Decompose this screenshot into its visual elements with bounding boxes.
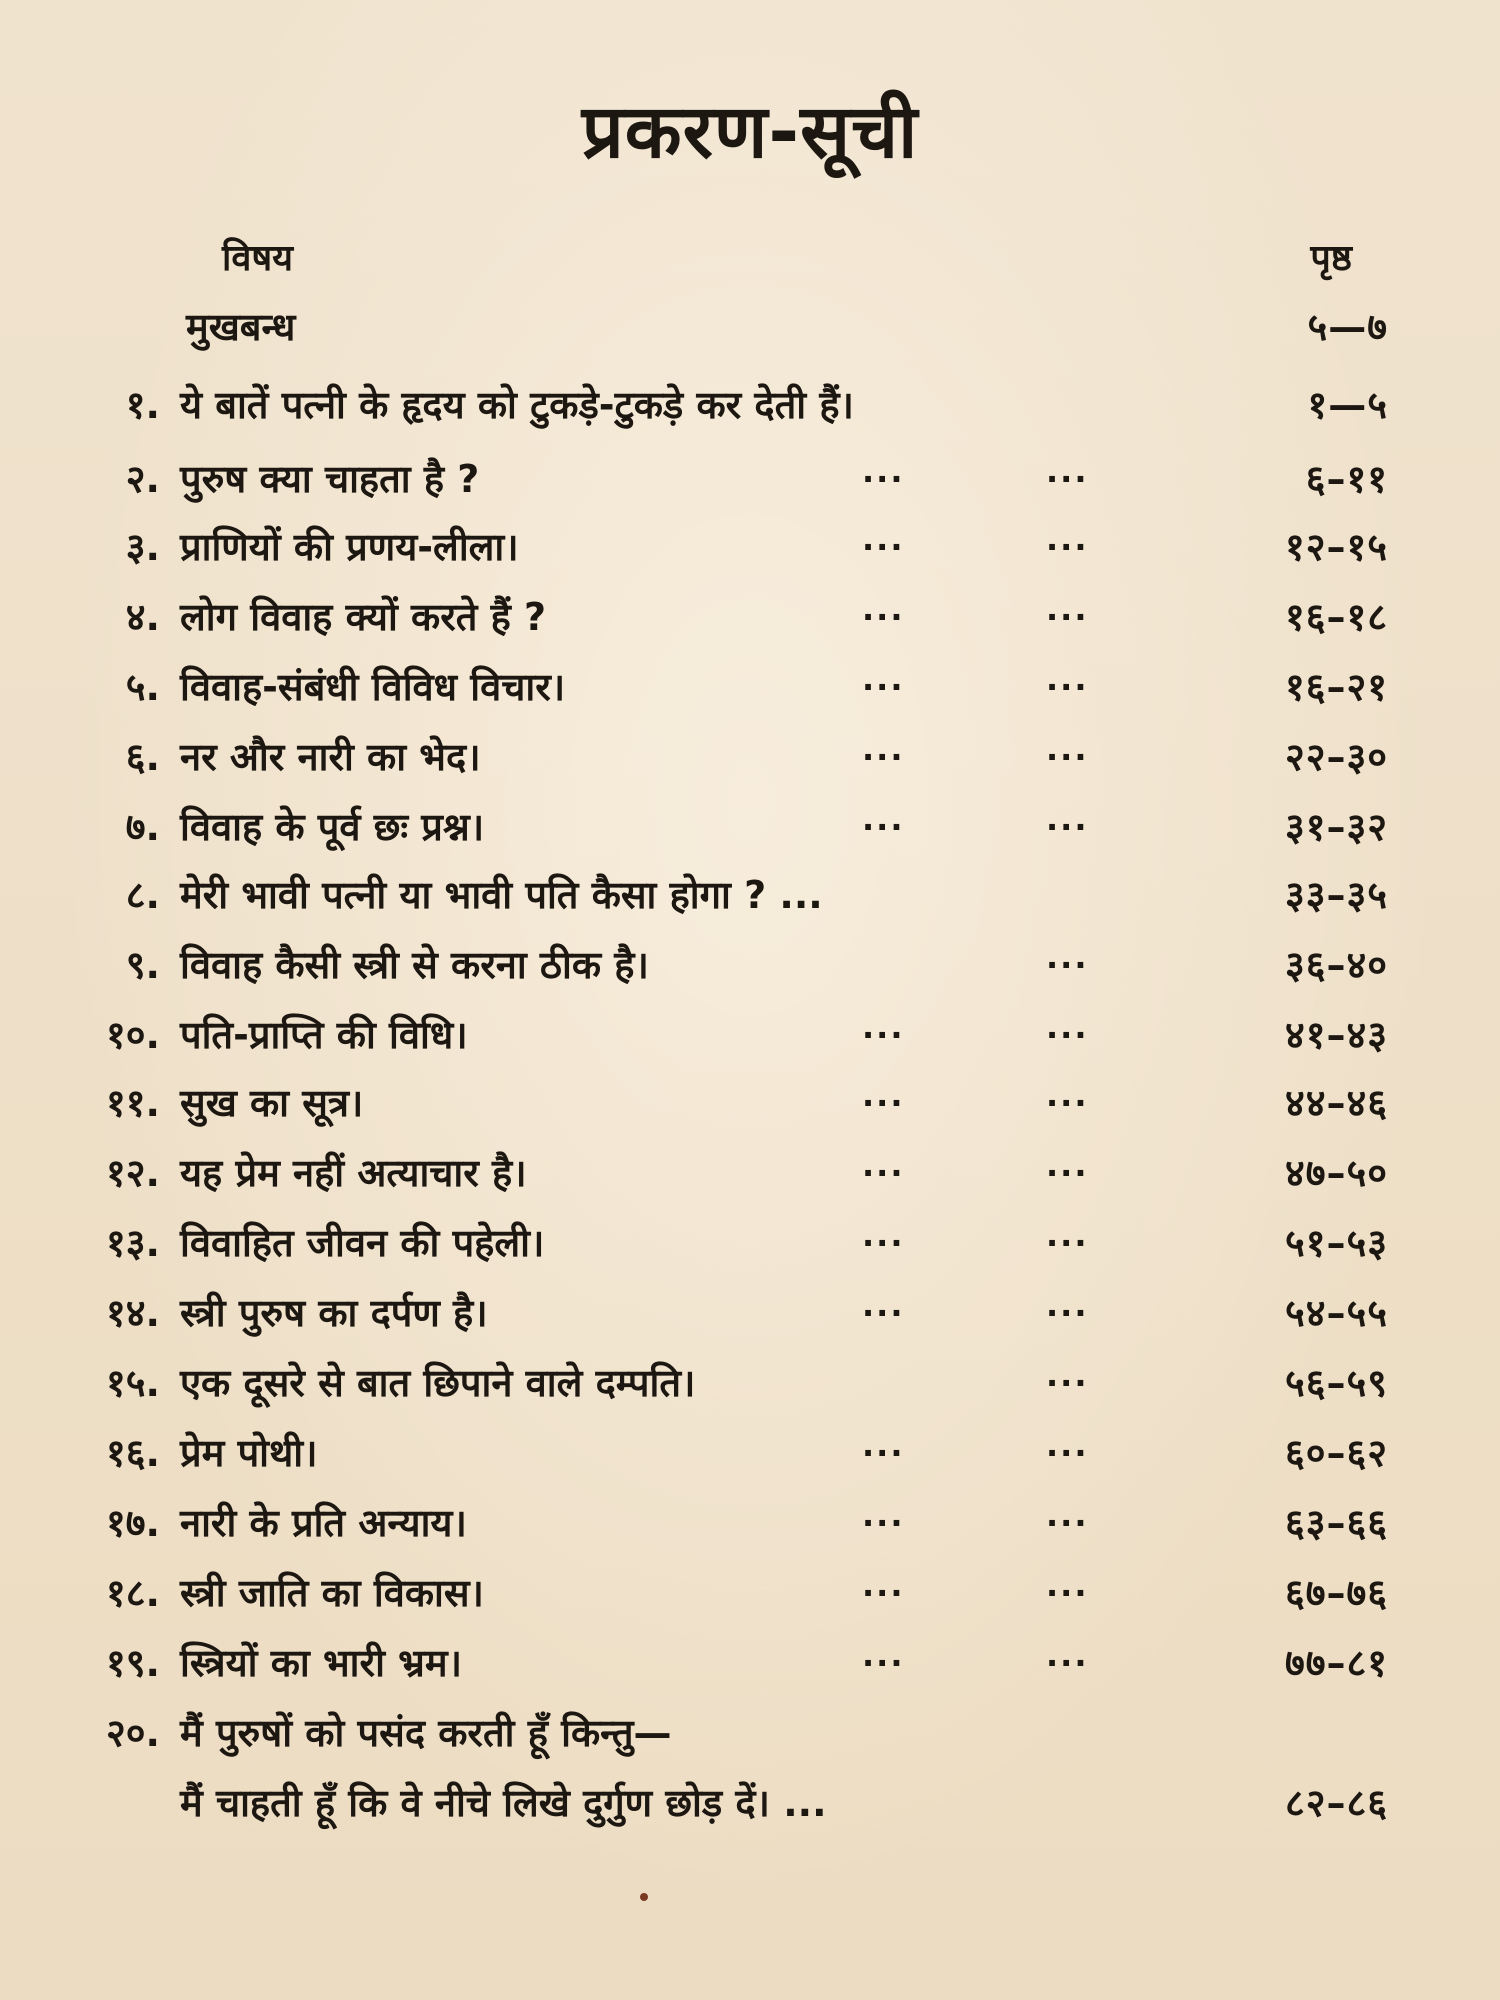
entry-number: ९. xyxy=(125,943,160,987)
leader-dots: ... xyxy=(1046,1496,1089,1534)
entry-topic: स्त्री जाति का विकास। xyxy=(180,1571,484,1615)
leader-dots: ... xyxy=(862,730,905,768)
leader-dots: ... xyxy=(1046,1636,1089,1674)
toc-entry xyxy=(0,1496,1500,1556)
entry-topic: स्त्री पुरुष का दर्पण है। xyxy=(180,1291,488,1335)
entry-number: १७. xyxy=(106,1501,160,1545)
entry-topic: मुखबन्ध xyxy=(186,305,296,349)
leader-dots: ... xyxy=(862,590,905,628)
leader-dots: ... xyxy=(1046,1146,1089,1184)
toc-entry xyxy=(0,800,1500,860)
entry-topic: नर और नारी का भेद। xyxy=(180,735,481,779)
toc-entry xyxy=(0,378,1500,438)
entry-pages: ३६–४० xyxy=(1284,943,1388,987)
entry-number: ७. xyxy=(125,805,160,849)
entry-number: १५. xyxy=(106,1361,160,1405)
entry-pages: ३१–३२ xyxy=(1284,805,1388,849)
leader-dots: ... xyxy=(1046,590,1089,628)
leader-dots: ... xyxy=(1046,1216,1089,1254)
toc-entry xyxy=(0,1008,1500,1068)
leader-dots: ... xyxy=(1046,660,1089,698)
entry-pages: ६–११ xyxy=(1305,457,1388,501)
entry-number: १६. xyxy=(106,1431,160,1475)
leader-dots: ... xyxy=(862,800,905,838)
toc-entry xyxy=(0,938,1500,998)
leader-dots: ... xyxy=(862,1496,905,1534)
entry-pages: ६३–६६ xyxy=(1284,1501,1388,1545)
entry-topic: विवाह के पूर्व छः प्रश्न। xyxy=(180,805,485,849)
entry-topic: विवाहित जीवन की पहेली। xyxy=(180,1221,545,1265)
entry-topic: एक दूसरे से बात छिपाने वाले दम्पति। xyxy=(180,1361,696,1405)
leader-dots: ... xyxy=(862,1076,905,1114)
entry-pages: ७७–८१ xyxy=(1284,1641,1388,1685)
leader-dots: ... xyxy=(862,520,905,558)
entry-pages: २२–३० xyxy=(1284,735,1388,779)
leader-dots: ... xyxy=(862,452,905,490)
entry-pages: ८२–८६ xyxy=(1284,1781,1388,1825)
entry-number: २०. xyxy=(106,1711,160,1755)
entry-pages: ५—७ xyxy=(1307,305,1388,349)
toc-entry xyxy=(0,1146,1500,1206)
leader-dots: ... xyxy=(1046,938,1089,976)
entry-topic: पुरुष क्या चाहता है ? xyxy=(180,457,480,501)
toc-entry xyxy=(0,1636,1500,1696)
toc-entry xyxy=(0,1216,1500,1276)
entry-topic: प्रेम पोथी। xyxy=(180,1431,318,1475)
entry-pages: ३३–३५ xyxy=(1284,873,1388,917)
entry-topic: मैं पुरुषों को पसंद करती हूँ किन्तु— xyxy=(180,1711,672,1755)
entry-number: १. xyxy=(125,383,160,427)
leader-dots: ... xyxy=(1046,1008,1089,1046)
toc-entry xyxy=(0,868,1500,928)
entry-pages: १—५ xyxy=(1307,383,1388,427)
toc-entry xyxy=(0,1076,1500,1136)
entry-number: १०. xyxy=(106,1013,160,1057)
leader-dots: ... xyxy=(1046,730,1089,768)
leader-dots: ... xyxy=(1046,1566,1089,1604)
entry-pages: ६०–६२ xyxy=(1284,1431,1388,1475)
entry-pages: ५४–५५ xyxy=(1284,1291,1388,1335)
toc-entry xyxy=(0,1286,1500,1346)
toc-entry xyxy=(0,590,1500,650)
entry-topic: सुख का सूत्र। xyxy=(180,1081,364,1125)
entry-topic: मेरी भावी पत्नी या भावी पति कैसा होगा ? ... xyxy=(180,873,823,917)
leader-dots: ... xyxy=(862,660,905,698)
entry-topic: प्राणियों की प्रणय-लीला। xyxy=(180,525,519,569)
leader-dots: ... xyxy=(862,1286,905,1324)
entry-pages: ५६–५९ xyxy=(1284,1361,1388,1405)
ink-speck xyxy=(640,1893,648,1901)
toc-entry xyxy=(0,1566,1500,1626)
entry-topic: लोग विवाह क्यों करते हैं ? xyxy=(180,595,547,639)
leader-dots: ... xyxy=(862,1146,905,1184)
leader-dots: ... xyxy=(1046,1286,1089,1324)
entry-topic: स्त्रियों का भारी भ्रम। xyxy=(180,1641,462,1685)
entry-pages: ४१–४३ xyxy=(1284,1013,1388,1057)
leader-dots: ... xyxy=(1046,452,1089,490)
entry-pages: १६–१८ xyxy=(1284,595,1388,639)
leader-dots: ... xyxy=(1046,800,1089,838)
entry-number: १३. xyxy=(106,1221,160,1265)
entry-topic: विवाह-संबंधी विविध विचार। xyxy=(180,665,566,709)
entry-number: ११. xyxy=(106,1081,160,1125)
toc-entry xyxy=(0,660,1500,720)
entry-topic: यह प्रेम नहीं अत्याचार है। xyxy=(180,1151,527,1195)
leader-dots: ... xyxy=(862,1426,905,1464)
entry-topic: पति-प्राप्ति की विधि। xyxy=(180,1013,468,1057)
entry-number: १२. xyxy=(106,1151,160,1195)
toc-entry xyxy=(0,730,1500,790)
entry-topic: नारी के प्रति अन्याय। xyxy=(180,1501,467,1545)
entry-topic: विवाह कैसी स्त्री से करना ठीक है। xyxy=(180,943,649,987)
entry-number: २. xyxy=(125,457,160,501)
leader-dots: ... xyxy=(862,1008,905,1046)
entry-pages: ४४–४६ xyxy=(1284,1081,1388,1125)
toc-entry xyxy=(0,1706,1500,1766)
toc-entry xyxy=(0,452,1500,512)
entry-pages: ६७–७६ xyxy=(1284,1571,1388,1615)
subject-column-header: विषय xyxy=(222,238,294,279)
toc-entry xyxy=(0,300,1500,360)
entry-topic: मैं चाहती हूँ कि वे नीचे लिखे दुर्गुण छोड़ दें। ... xyxy=(180,1781,827,1825)
leader-dots: ... xyxy=(1046,1356,1089,1394)
entry-number: १८. xyxy=(106,1571,160,1615)
entry-number: ३. xyxy=(125,525,160,569)
leader-dots: ... xyxy=(1046,520,1089,558)
toc-entry xyxy=(0,1356,1500,1416)
page-title: प्रकरण-सूची xyxy=(581,89,919,175)
entry-number: ५. xyxy=(125,665,160,709)
entry-number: १४. xyxy=(106,1291,160,1335)
toc-entry xyxy=(0,520,1500,580)
entry-number: ४. xyxy=(125,595,160,639)
entry-pages: ४७–५० xyxy=(1284,1151,1388,1195)
entry-topic: ये बातें पत्नी के हृदय को टुकड़े-टुकड़े कर देती हैं। xyxy=(180,383,854,427)
leader-dots: ... xyxy=(862,1636,905,1674)
toc-entry xyxy=(0,1426,1500,1486)
entry-pages: १६–२१ xyxy=(1284,665,1388,709)
entry-pages: १२–१५ xyxy=(1284,525,1388,569)
toc-entry xyxy=(0,1776,1500,1836)
leader-dots: ... xyxy=(1046,1426,1089,1464)
leader-dots: ... xyxy=(1046,1076,1089,1114)
entry-pages: ५१–५३ xyxy=(1284,1221,1388,1265)
leader-dots: ... xyxy=(862,1566,905,1604)
page-column-header: पृष्ठ xyxy=(1310,238,1352,279)
leader-dots: ... xyxy=(862,1216,905,1254)
entry-number: ६. xyxy=(125,735,160,779)
entry-number: १९. xyxy=(106,1641,160,1685)
entry-number: ८. xyxy=(125,873,160,917)
